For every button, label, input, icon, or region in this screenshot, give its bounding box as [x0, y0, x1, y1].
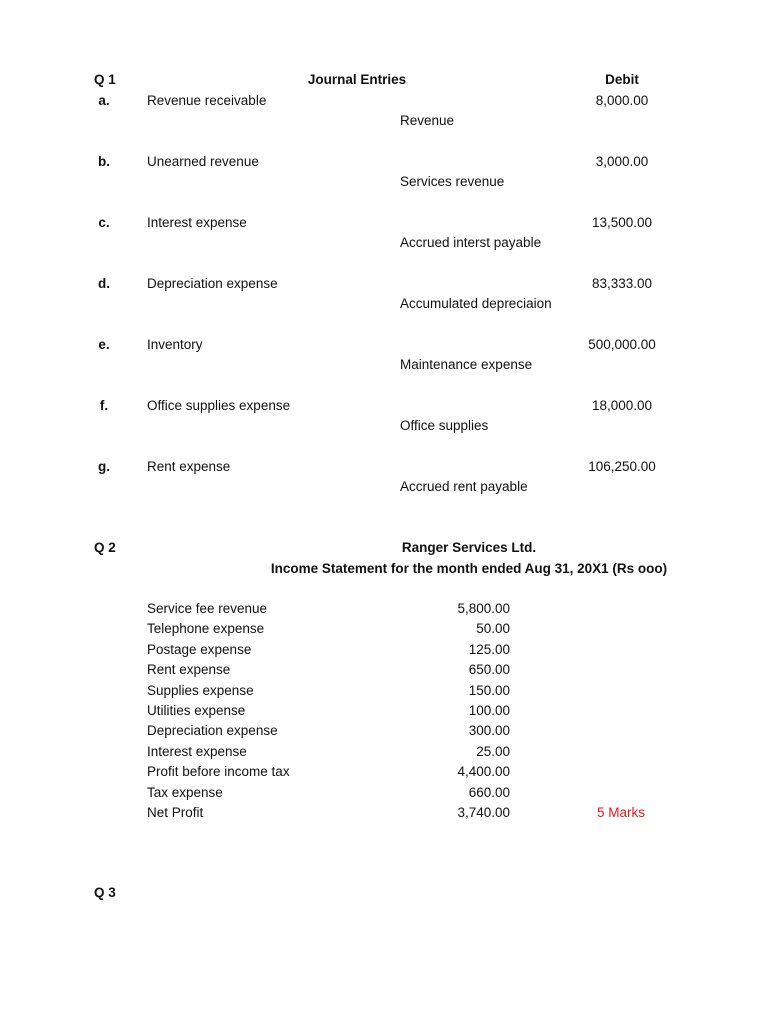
marks-label: 5 Marks: [597, 805, 646, 820]
income-row-label: Net Profit: [147, 805, 204, 820]
debit-amount: 83,333.00: [591, 276, 653, 291]
income-row-label: Telephone expense: [147, 621, 265, 636]
q3-label: Q 3: [94, 885, 116, 900]
debit-account: Depreciation expense: [147, 276, 278, 291]
credit-account: Office supplies: [400, 418, 489, 433]
income-row-label: Profit before income tax: [147, 764, 290, 779]
q2-label: Q 2: [94, 540, 116, 555]
income-row-value: 150.00: [468, 683, 510, 698]
journal-entries-title: Journal Entries: [307, 72, 407, 87]
entry-letter: g.: [98, 459, 110, 474]
income-row-value: 125.00: [468, 642, 510, 657]
income-row-value: 300.00: [468, 723, 510, 738]
income-row-value: 3,740.00: [457, 805, 510, 820]
income-statement-title: Income Statement for the month ended Aug 31, 20X1 (Rs ooo): [270, 561, 668, 576]
debit-account: Interest expense: [147, 215, 247, 230]
debit-amount: 8,000.00: [595, 93, 649, 108]
entry-letter: f.: [99, 398, 109, 413]
income-row-label: Rent expense: [147, 662, 231, 677]
income-row-value: 100.00: [468, 703, 510, 718]
debit-account: Revenue receivable: [147, 93, 267, 108]
debit-amount: 500,000.00: [588, 337, 656, 352]
income-row-value: 660.00: [468, 785, 510, 800]
debit-amount: 18,000.00: [591, 398, 653, 413]
income-row-value: 4,400.00: [457, 764, 510, 779]
debit-account: Unearned revenue: [147, 154, 259, 169]
company-name: Ranger Services Ltd.: [401, 540, 537, 555]
income-row-value: 25.00: [476, 744, 510, 759]
entry-letter: e.: [98, 337, 110, 352]
income-row-value: 650.00: [468, 662, 510, 677]
credit-account: Services revenue: [400, 174, 505, 189]
credit-account: Accumulated depreciaion: [400, 296, 552, 311]
income-row-value: 50.00: [476, 621, 510, 636]
income-row-value: 5,800.00: [457, 601, 510, 616]
income-row-label: Supplies expense: [147, 683, 254, 698]
debit-amount: 3,000.00: [595, 154, 649, 169]
income-row-label: Interest expense: [147, 744, 247, 759]
debit-amount: 106,250.00: [588, 459, 656, 474]
income-row-label: Depreciation expense: [147, 723, 278, 738]
income-row-label: Service fee revenue: [147, 601, 268, 616]
credit-account: Accrued interst payable: [400, 235, 542, 250]
entry-letter: b.: [98, 154, 110, 169]
entry-letter: c.: [98, 215, 110, 230]
entry-letter: a.: [98, 93, 110, 108]
debit-account: Inventory: [147, 337, 203, 352]
credit-account: Revenue: [400, 113, 455, 128]
q1-label: Q 1: [94, 72, 116, 87]
debit-account: Rent expense: [147, 459, 231, 474]
income-row-label: Utilities expense: [147, 703, 246, 718]
credit-account: Accrued rent payable: [400, 479, 528, 494]
income-row-label: Postage expense: [147, 642, 252, 657]
entry-letter: d.: [98, 276, 110, 291]
debit-column-header: Debit: [605, 72, 639, 87]
debit-amount: 13,500.00: [591, 215, 653, 230]
debit-account: Office supplies expense: [147, 398, 291, 413]
income-row-label: Tax expense: [147, 785, 223, 800]
credit-account: Maintenance expense: [400, 357, 533, 372]
